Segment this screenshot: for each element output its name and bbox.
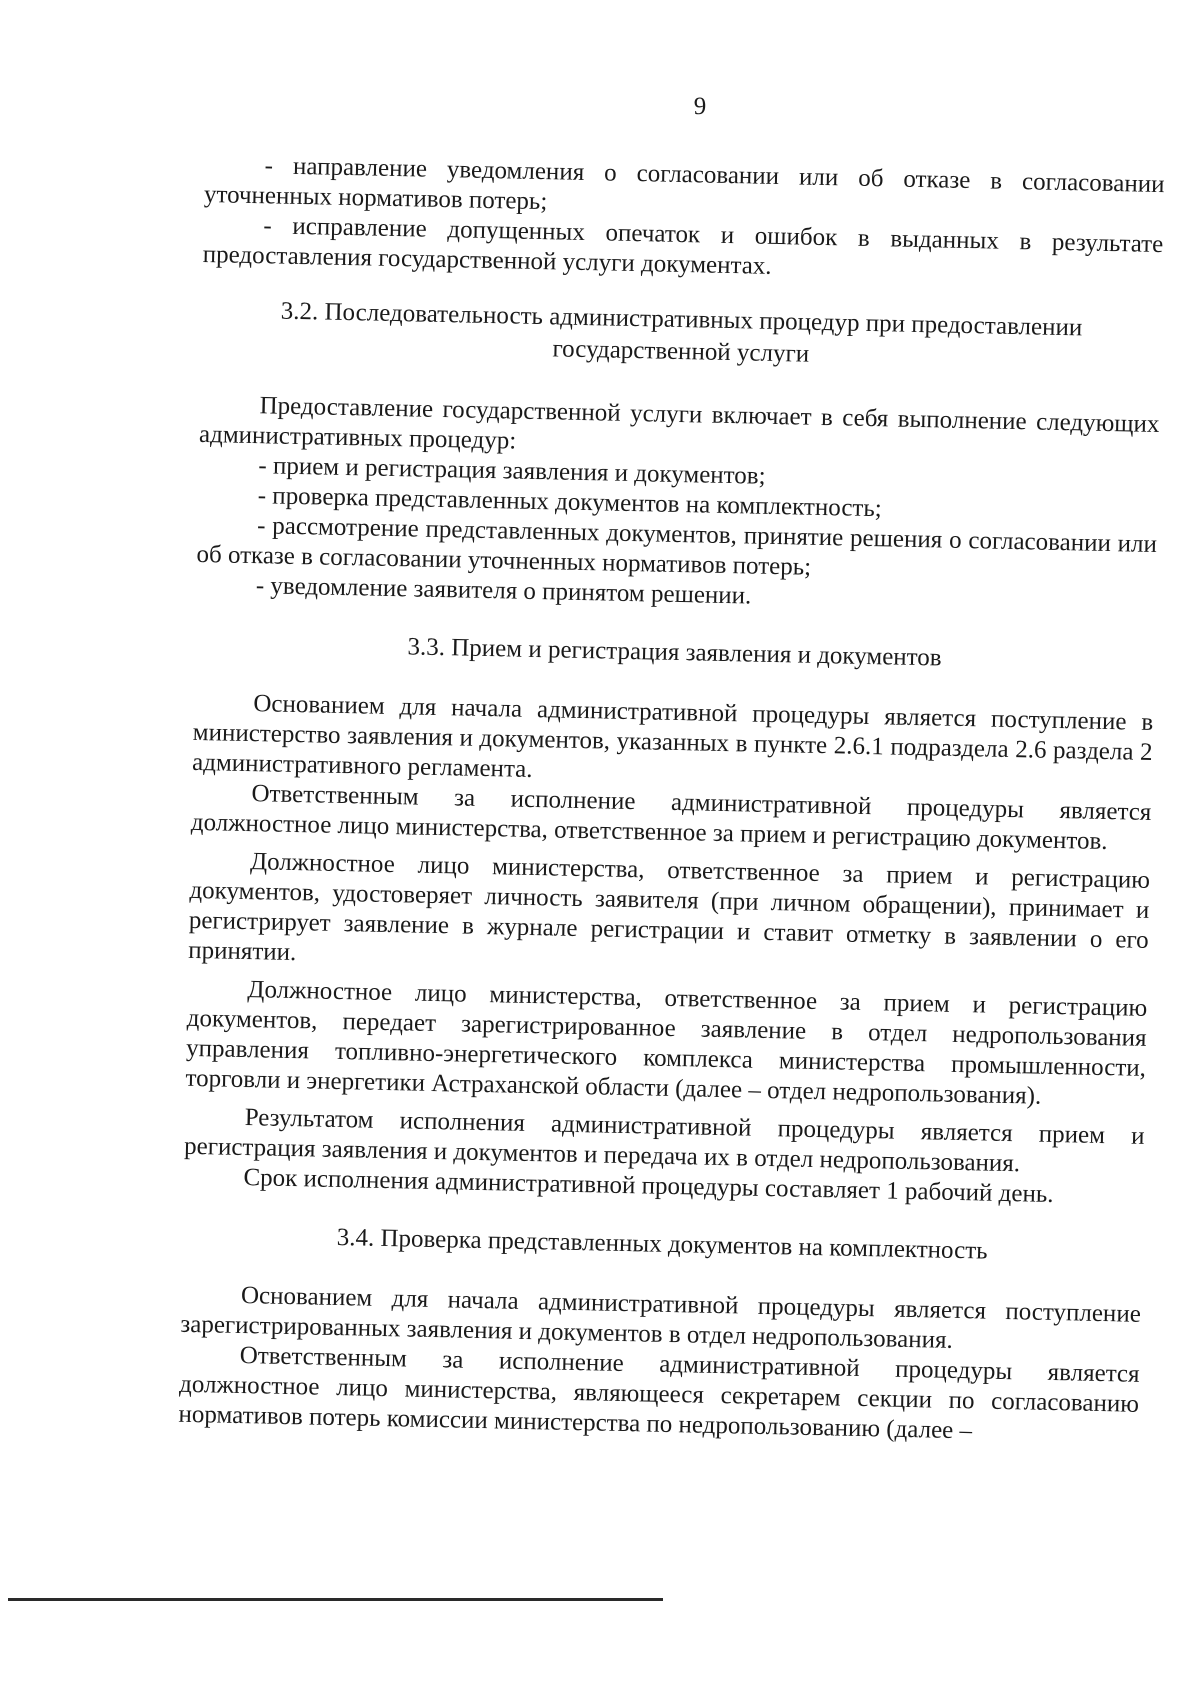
- procedure-item: - уведомление заявителя о принятом решении.: [255, 572, 752, 610]
- section-heading-3-4: 3.4. Проверка представленных документов на комплектность: [336, 1224, 988, 1265]
- procedure-item: - проверка представленных документов на комплектность;: [257, 482, 883, 523]
- section-heading-3-3: 3.3. Прием и регистрация заявления и документов: [407, 633, 942, 672]
- section-3-2-lead: Предоставление государственной услуги включает в себя выполнение следующих административных процедур:: [198, 392, 1160, 455]
- paragraph: Ответственным за исполнение административной процедуры является должностное лицо министерства, ответственное за прием и регистрацию документов.: [190, 780, 1152, 856]
- procedure-item: - прием и регистрация заявления и документов;: [258, 452, 766, 490]
- intro-item: - направление уведомления о согласовании или об отказе в согласовании уточненных нормативов потерь;: [203, 152, 1165, 216]
- paragraph: Должностное лицо министерства, ответственное за прием и регистрацию документов, удостоверяет личность заявителя (при личном обращении), принимает и регистрирует заявление в журнале регистрации и ставит отметку в заявлении о его принятии.: [187, 848, 1151, 967]
- procedure-item: - рассмотрение представленных документов, принятие решения о согласовании или об отказе в согласовании уточненных нормативов потерь;: [196, 512, 1158, 581]
- paragraph: Ответственным за исполнение административной процедуры является должностное лицо министерства, являющееся секретарем секции по согласованию нормативов потерь комиссии министерства по недропользованию (далее –: [178, 1341, 1140, 1445]
- intro-item: - исправление допущенных опечаток и ошибок в выданных в результате предоставления государственной услуги документах.: [202, 212, 1164, 280]
- paragraph: Основанием для начала административной процедуры является поступление зарегистрированных заявления и документов в отдел недропользования.: [180, 1282, 1142, 1354]
- footer-rule: [8, 1598, 663, 1601]
- section-heading-3-2: 3.2. Последовательность административных процедур при предоставлении государственной услуги: [280, 297, 1083, 368]
- page-number: 9: [693, 93, 707, 120]
- paragraph: Результатом исполнения административной процедуры является прием и регистрация заявления и документов и передача их в отдел недропользования.: [183, 1104, 1145, 1178]
- paragraph: Основанием для начала административной процедуры является поступление в министерство заявления и документов, указанных в пункте 2.6.1 подраздела 2.6 раздела 2 административного регламента.: [191, 690, 1154, 783]
- paragraph: Срок исполнения административной процедуры составляет 1 рабочий день.: [243, 1164, 1054, 1208]
- paragraph: Должностное лицо министерства, ответственное за прием и регистрацию документов, передает зарегистрированное заявление в отдел недропользования управления топливно-энергетического комплекса министерства промышленности, торговли и энергетики Астраханской области (далее – отдел недропользования).: [185, 976, 1148, 1110]
- document-body: [178, 150, 1165, 1450]
